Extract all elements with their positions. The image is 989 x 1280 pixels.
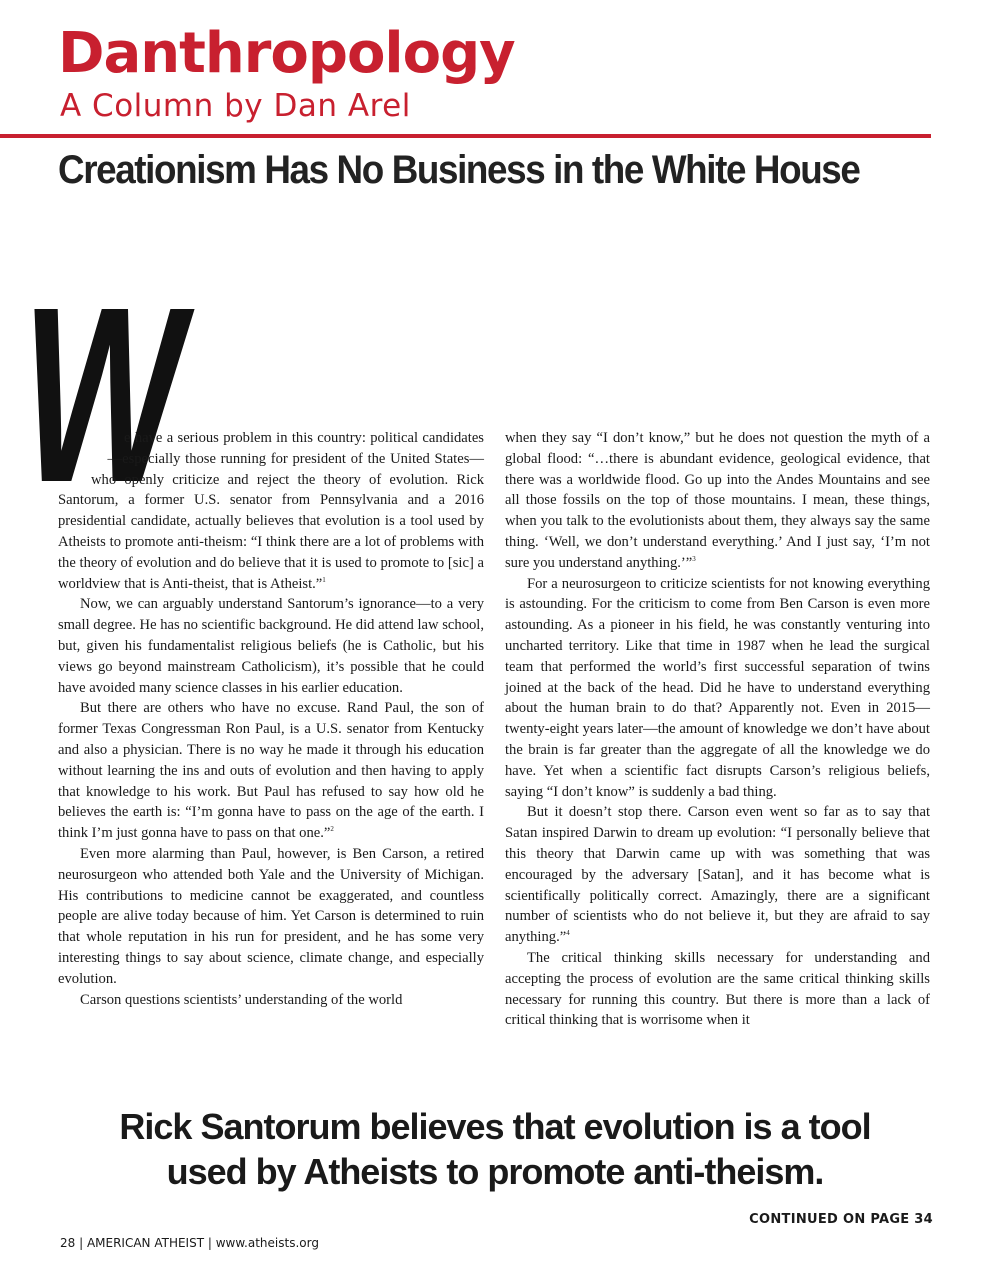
footnote-ref: 1	[322, 575, 326, 584]
article-headline: Creationism Has No Business in the White House	[58, 148, 860, 192]
header-rule	[0, 134, 931, 138]
paragraph: The critical thinking skills necessary for understanding and accepting the process of evolution are the same critical thinking skills necessary for running this country. But there is more than a lack of critical thinking that is worrisome when it	[505, 949, 930, 1029]
page-footer: 28 | AMERICAN ATHEIST | www.atheists.org	[60, 1236, 319, 1250]
column-title: Danthropology	[58, 21, 515, 86]
pull-quote-line: Rick Santorum believes that evolution is a tool	[119, 1106, 871, 1147]
pull-quote	[60, 1104, 930, 1194]
paragraph: e have a serious problem in this country: political candidates—especially those running for president of the United States—who openly criticize and reject the theory of evolution. Rick Santorum, a former U.S. senator from Pennsylvania and a 2016 presidential candidate, actually believes that evolution is a tool used by Atheists to promote anti-theism: “I think there are a lot of problems with the theory of evolution and do believe that it is used to promote to [sic] a worldview that is Anti-theist, that is Atheist.”$^1$	[58, 430, 484, 592]
footnote-ref: 4	[566, 929, 570, 938]
paragraph: Now, we can arguably understand Santorum’s ignorance—to a very small degree. He has no scientific background. He did attend law school, but, given his fundamentalist religious beliefs (he is Catholic, but his views go beyond mainstream Catholicism), it’s possible that he could have avoided many science classes in his earlier education.	[58, 596, 484, 696]
paragraph: Even more alarming than Paul, however, is Ben Carson, a retired neurosurgeon who attended both Yale and the University of Michigan. His contributions to medicine cannot be exaggerated, and countless people are alive today because of him. Yet Carson is determined to ruin that whole reputation in his run for president, and he has some very interesting things to say about science, climate change, and especially evolution.	[58, 845, 484, 987]
pull-quote-line: used by Atheists to promote anti-theism.	[166, 1151, 824, 1192]
paragraph: But it doesn’t stop there. Carson even went so far as to say that Satan inspired Darwin to dream up evolution: “I personally believe that this theory that Darwin came up with was something that was encouraged by the adversary [Satan], and it has become what is scientifically politically correct. Amazingly, there are a significant number of scientists who do not believe it, but they are afraid to say anything.”$^4$	[505, 804, 930, 946]
paragraph: Carson questions scientists’ understanding of the world	[80, 991, 403, 1008]
paragraph: But there are others who have no excuse. Rand Paul, the son of former Texas Congressman Ron Paul, is a U.S. senator from Kentucky and also a physician. There is no way he made it through his education without learning the ins and outs of evolution and then having to apply that knowledge to his work. But Paul has refused to say how old he believes the earth is: “I’m gonna have to pass on the age of the earth. I think I’m just gonna have to pass on that one.”$^2$	[58, 700, 484, 842]
footnote-ref: 2	[330, 825, 334, 834]
column-byline: A Column by Dan Arel	[60, 88, 411, 124]
article-column-left	[58, 428, 484, 1010]
paragraph: For a neurosurgeon to criticize scientists for not knowing everything is astounding. For the criticism to come from Ben Carson is even more astounding. As a pioneer in his field, he was constantly venturing into uncharted territory. Like that time in 1987 when he lead the surgical team that performed the world’s first successful separation of twins joined at the back of the head. Did he have to understand everything about the human brain to do that? Apparently not. Even in 2015—twenty-eight years later—the amount of knowledge we don’t have about the brain is far greater than the aggregate of all the knowledge we do have. Yet when a scientific fact disrupts Carson’s religious beliefs, saying “I don’t know” is suddenly a bad thing.	[505, 575, 930, 800]
drop-cap: W	[22, 255, 183, 534]
article-column-right	[505, 428, 930, 1031]
footnote-ref: 3	[692, 554, 696, 563]
paragraph: when they say “I don’t know,” but he does not question the myth of a global flood: “…there is abundant evidence, geological evidence, that there was a worldwide flood. Go up into the Andes Mountains and see all those fossils on the top of those mountains. I mean, these things, when you talk to the evolutionists about them, they always say the same thing. ‘Well, we don’t understand everything.’ And I just say, ‘I’m not sure you understand anything.’”$^3$	[505, 430, 930, 571]
continued-link: CONTINUED ON PAGE 34	[749, 1212, 933, 1227]
